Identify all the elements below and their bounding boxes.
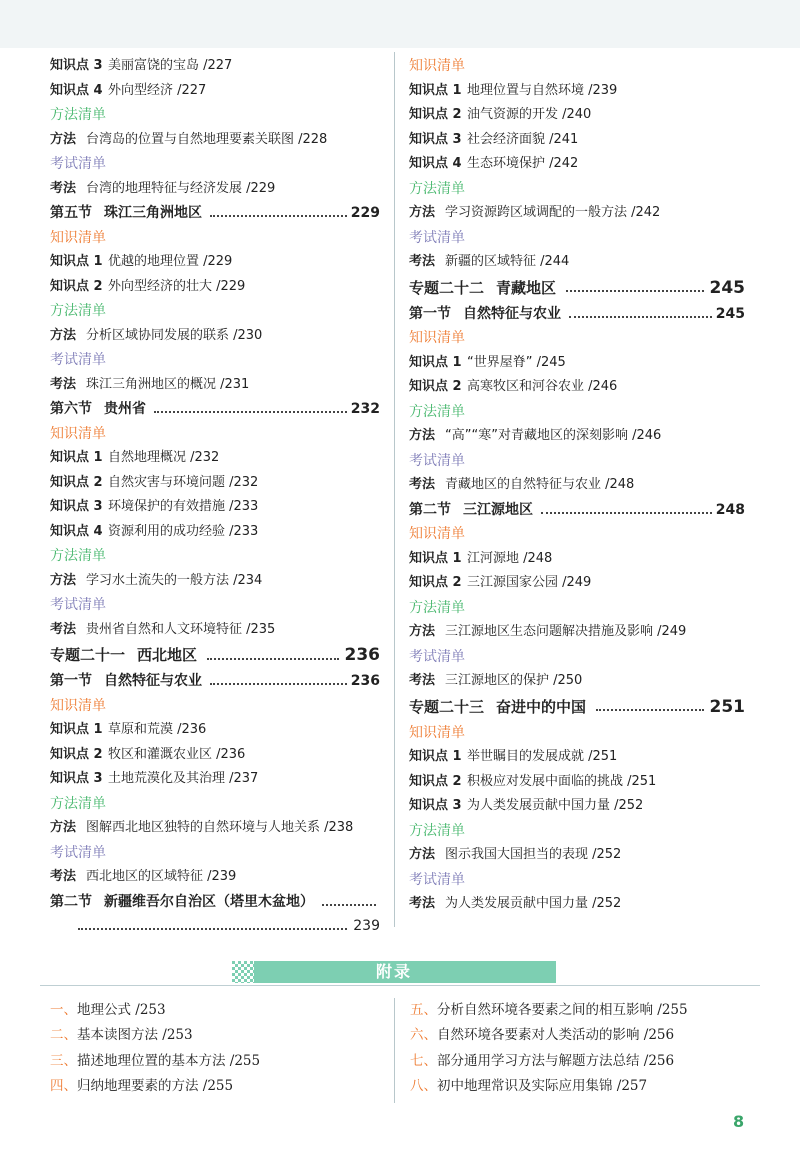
topic-title: 西北地区: [137, 646, 198, 664]
entry-label: 知识点 2: [409, 107, 462, 122]
exam-list-heading: 考试清单: [50, 597, 106, 613]
toc-entry: [50, 79, 380, 104]
toc-entry: [50, 865, 380, 890]
entry-label: 知识点 1: [409, 550, 462, 566]
section-label: 第二节: [409, 501, 451, 518]
exam-list-heading: 考试清单: [50, 352, 106, 368]
entry-text: 高寒牧区和河谷农业 /246: [467, 379, 618, 394]
appendix-entry: [50, 1023, 260, 1048]
entry-text: 珠江三角洲地区的概况 /231: [86, 376, 250, 392]
appendix-title: 附录: [375, 962, 412, 981]
section-page: 239: [353, 918, 380, 934]
entry-text: 外向型经济的壮大 /229: [108, 278, 246, 294]
entry-text: 贵州省自然和人文环境特征 /235: [86, 621, 276, 637]
dot-leader: [210, 683, 347, 685]
appendix-text: 基本读图方法 /253: [77, 1027, 193, 1044]
entry-text: “世界屋脊” /245: [467, 354, 566, 370]
knowledge-list-heading: 知识清单: [409, 330, 465, 346]
entry-text: 学习资源跨区域调配的一般方法 /242: [445, 205, 661, 220]
appendix-header: [232, 961, 556, 983]
section-page: 229: [350, 205, 380, 221]
knowledge-list-heading: 知识清单: [409, 58, 465, 74]
entry-label: 方法: [50, 572, 77, 588]
entry-label: 方法: [409, 205, 436, 220]
entry-label: 知识点 2: [409, 379, 462, 394]
entry-label: 知识点 2: [50, 746, 103, 762]
method-list-heading: 方法清单: [50, 303, 106, 319]
entry-text: 积极应对发展中面临的挑战 /251: [467, 773, 657, 789]
method-list-heading: 方法清单: [409, 599, 465, 616]
toc-entry: [50, 569, 380, 594]
toc-entry: [409, 669, 745, 694]
entry-label: 知识点 1: [50, 450, 103, 465]
entry-label: 考法: [409, 673, 436, 688]
entry-text: 自然地理概况 /232: [108, 450, 220, 465]
topic-title: 奋进中的中国: [496, 697, 587, 716]
section-title: 自然特征与农业: [104, 673, 202, 689]
entry-text: 台湾岛的位置与自然地理要素关联图 /228: [86, 131, 328, 147]
toc-entry: [409, 571, 745, 596]
exam-list-heading: 考试清单: [409, 648, 465, 665]
method-list-heading: 方法清单: [50, 548, 106, 564]
toc-entry: [409, 745, 745, 770]
appendix-number: 五、: [410, 1002, 437, 1018]
section-label: 第五节: [50, 205, 92, 221]
section-heading: [409, 498, 745, 523]
entry-text: 土地荒漠化及其治理 /237: [108, 771, 259, 786]
appendix-text: 分析自然环境各要素之间的相互影响 /255: [437, 1002, 688, 1018]
exam-list-heading: 考试清单: [409, 229, 465, 246]
entry-label: 方法: [409, 428, 436, 443]
appendix-number: 四、: [50, 1077, 77, 1094]
dot-leader: [322, 904, 376, 906]
dot-leader: [541, 512, 712, 514]
entry-text: 美丽富饶的宝岛 /227: [108, 58, 233, 73]
appendix-divider: [394, 998, 395, 1103]
toc-entry: [50, 743, 380, 768]
topic-label: 专题二十一: [50, 646, 126, 664]
entry-text: 三江源国家公园 /249: [467, 575, 592, 590]
section-title: 三江源地区: [463, 501, 533, 518]
entry-label: 知识点 2: [409, 575, 462, 590]
dot-leader: [596, 709, 703, 711]
entry-text: 外向型经济 /227: [108, 82, 207, 98]
entry-label: 知识点 3: [50, 771, 103, 786]
entry-label: 考法: [50, 621, 77, 637]
exam-list-heading: 考试清单: [409, 871, 465, 888]
entry-label: 知识点 4: [50, 82, 103, 98]
entry-text: 社会经济面貌 /241: [467, 131, 579, 147]
toc-entry: [409, 128, 745, 153]
appendix-rule: [40, 985, 760, 986]
dot-leader: [569, 316, 712, 318]
section-page: 232: [350, 401, 380, 417]
appendix-number: 一、: [50, 1002, 77, 1018]
entry-label: 考法: [409, 477, 436, 492]
toc-entry: [409, 250, 745, 275]
entry-label: 考法: [409, 254, 436, 269]
section-page: 236: [350, 673, 380, 689]
toc-entry: [50, 275, 380, 300]
topic-label: 专题二十二: [409, 278, 485, 297]
appendix-right-column: [410, 998, 688, 1099]
appendix-text: 自然环境各要素对人类活动的影响 /256: [437, 1027, 675, 1044]
appendix-left-column: [50, 998, 260, 1099]
entry-text: 新疆的区域特征 /244: [445, 254, 570, 269]
entry-label: 知识点 1: [409, 354, 462, 370]
section-heading: [50, 397, 380, 422]
toc-entry: [50, 373, 380, 398]
entry-label: 考法: [50, 869, 77, 884]
entry-label: 知识点 2: [50, 474, 103, 490]
topic-label: 专题二十三: [409, 697, 485, 716]
appendix-entry: [50, 998, 260, 1023]
entry-text: 江河源地 /248: [467, 550, 553, 566]
dot-leader: [566, 290, 703, 292]
entry-text: 三江源地区的保护 /250: [445, 673, 583, 688]
exam-list-heading: 考试清单: [50, 156, 106, 172]
entry-text: 学习水土流失的一般方法 /234: [86, 572, 263, 588]
toc-entry: [50, 520, 380, 545]
knowledge-list-heading: 知识清单: [409, 724, 465, 741]
toc-entry: [50, 767, 380, 792]
toc-entry: [50, 618, 380, 643]
topic-heading: [409, 694, 745, 721]
appendix-text: 归纳地理要素的方法 /255: [77, 1077, 234, 1094]
appendix-text: 部分通用学习方法与解题方法总结 /256: [437, 1052, 675, 1069]
toc-entry: [50, 446, 380, 471]
toc-entry: [409, 424, 745, 449]
appendix-entry: [410, 1049, 688, 1074]
section-heading: [50, 890, 380, 915]
appendix-number: 八、: [410, 1077, 437, 1094]
topic-page: 236: [344, 645, 380, 665]
entry-label: 方法: [50, 820, 77, 835]
toc-entry: [409, 201, 745, 226]
entry-text: 资源利用的成功经验 /233: [108, 523, 259, 539]
entry-text: 油气资源的开发 /240: [467, 107, 592, 122]
entry-text: 青藏地区的自然特征与农业 /248: [445, 477, 635, 492]
toc-entry: [409, 770, 745, 795]
toc-entry: [409, 620, 745, 645]
entry-label: 知识点 2: [409, 773, 462, 789]
entry-text: “高”“寒”对青藏地区的深刻影响 /246: [445, 428, 662, 443]
entry-text: 牧区和灌溉农业区 /236: [108, 746, 246, 762]
knowledge-list-heading: 知识清单: [409, 526, 465, 542]
toc-entry: [50, 128, 380, 153]
toc-entry: [409, 103, 745, 128]
section-title: 自然特征与农业: [463, 305, 561, 322]
method-list-heading: 方法清单: [409, 180, 465, 197]
method-list-heading: 方法清单: [50, 107, 106, 123]
toc-entry: [409, 473, 745, 498]
section-label: 第二节: [50, 893, 92, 910]
toc-entry: [409, 547, 745, 572]
section-continuation: [50, 914, 380, 939]
toc-entry: [409, 892, 745, 917]
toc-entry: [409, 375, 745, 400]
entry-label: 知识点 4: [50, 523, 103, 539]
top-band: [0, 0, 800, 48]
toc-entry: [409, 843, 745, 868]
topic-page: 245: [709, 277, 745, 298]
appendix-entry: [410, 1023, 688, 1048]
page-number: 8: [733, 1112, 745, 1131]
entry-text: 西北地区的区域特征 /239: [86, 869, 237, 884]
entry-text: 地理位置与自然环境 /239: [467, 82, 618, 98]
knowledge-list-heading: 知识清单: [50, 425, 106, 442]
entry-label: 考法: [50, 180, 77, 196]
entry-text: 图解西北地区独特的自然环境与人地关系 /238: [86, 820, 354, 835]
toc-entry: [50, 177, 380, 202]
method-list-heading: 方法清单: [50, 795, 106, 812]
appendix-text: 地理公式 /253: [77, 1002, 166, 1018]
entry-text: 三江源地区生态问题解决措施及影响 /249: [445, 624, 687, 639]
entry-label: 知识点 4: [409, 156, 462, 171]
toc-entry: [409, 794, 745, 819]
appendix-text: 初中地理常识及实际应用集锦 /257: [437, 1077, 648, 1094]
toc-entry: [50, 471, 380, 496]
toc-entry: [409, 351, 745, 376]
entry-label: 考法: [50, 376, 77, 392]
entry-text: 为人类发展贡献中国力量 /252: [445, 896, 622, 911]
section-heading: [50, 669, 380, 694]
toc-entry: [50, 324, 380, 349]
entry-text: 分析区域协同发展的联系 /230: [86, 327, 263, 343]
exam-list-heading: 考试清单: [50, 844, 106, 861]
knowledge-list-heading: 知识清单: [50, 697, 106, 714]
entry-text: 图示我国大国担当的表现 /252: [445, 847, 622, 862]
method-list-heading: 方法清单: [409, 822, 465, 839]
topic-page: 251: [709, 696, 745, 717]
appendix-entry: [410, 998, 688, 1023]
section-label: 第六节: [50, 401, 92, 417]
entry-text: 环境保护的有效措施 /233: [108, 499, 259, 514]
entry-label: 考法: [409, 896, 436, 911]
method-list-heading: 方法清单: [409, 403, 465, 420]
entry-label: 知识点 1: [409, 82, 462, 98]
toc-entry: [50, 816, 380, 841]
appendix-entry: [410, 1074, 688, 1099]
entry-text: 台湾的地理特征与经济发展 /229: [86, 180, 276, 196]
toc-entry: [50, 718, 380, 743]
appendix-entry: [50, 1049, 260, 1074]
section-label: 第一节: [50, 673, 92, 689]
column-divider: [394, 52, 395, 927]
dot-leader: [207, 658, 338, 660]
knowledge-list-heading: 知识清单: [50, 229, 106, 246]
appendix-number: 二、: [50, 1027, 77, 1044]
dot-leader: [78, 928, 347, 930]
section-title: 贵州省: [104, 401, 146, 417]
appendix-number: 七、: [410, 1052, 437, 1069]
entry-label: 方法: [409, 624, 436, 639]
entry-label: 知识点 1: [409, 749, 462, 764]
entry-label: 知识点 3: [50, 499, 103, 514]
section-label: 第一节: [409, 305, 451, 322]
entry-label: 知识点 1: [50, 254, 103, 269]
entry-label: 知识点 3: [50, 58, 103, 73]
toc-entry: [50, 54, 380, 79]
toc-right-column: [409, 54, 745, 917]
entry-label: 方法: [50, 131, 77, 147]
appendix-number: 三、: [50, 1052, 77, 1069]
dot-leader: [154, 411, 347, 413]
toc-entry: [50, 250, 380, 275]
topic-title: 青藏地区: [496, 278, 557, 297]
dot-leader: [210, 215, 347, 217]
topic-heading: [409, 275, 745, 302]
entry-label: 知识点 1: [50, 722, 103, 737]
entry-label: 知识点 3: [409, 131, 462, 147]
entry-text: 为人类发展贡献中国力量 /252: [467, 798, 644, 813]
entry-text: 生态环境保护 /242: [467, 156, 579, 171]
section-heading: [50, 201, 380, 226]
toc-entry: [409, 152, 745, 177]
section-title: 新疆维吾尔自治区（塔里木盆地）: [104, 893, 314, 910]
entry-text: 举世瞩目的发展成就 /251: [467, 749, 618, 764]
appendix-entry: [50, 1074, 260, 1099]
entry-text: 优越的地理位置 /229: [108, 254, 233, 269]
entry-text: 自然灾害与环境问题 /232: [108, 474, 259, 490]
entry-label: 方法: [50, 327, 77, 343]
topic-heading: [50, 642, 380, 669]
entry-text: 草原和荒漠 /236: [108, 722, 207, 737]
toc-entry: [50, 495, 380, 520]
section-heading: [409, 302, 745, 327]
toc-left-column: [50, 54, 380, 939]
entry-label: 知识点 2: [50, 278, 103, 294]
section-title: 珠江三角洲地区: [104, 205, 202, 221]
entry-label: 知识点 3: [409, 798, 462, 813]
section-page: 245: [715, 305, 745, 322]
toc-entry: [409, 79, 745, 104]
appendix-number: 六、: [410, 1027, 437, 1044]
exam-list-heading: 考试清单: [409, 452, 465, 469]
section-page: 248: [715, 501, 745, 518]
appendix-text: 描述地理位置的基本方法 /255: [77, 1052, 261, 1069]
entry-label: 方法: [409, 847, 436, 862]
